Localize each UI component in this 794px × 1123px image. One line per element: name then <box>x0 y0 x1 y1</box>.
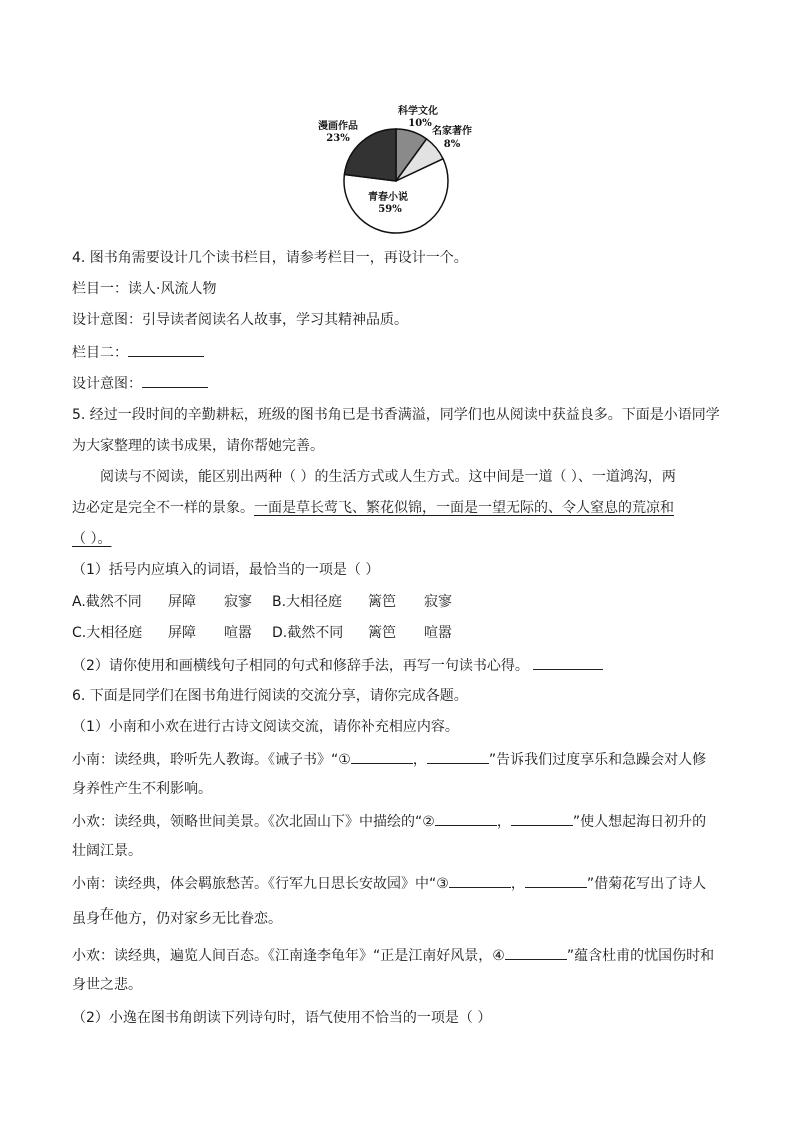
q4-intent-2-blank[interactable] <box>142 372 208 388</box>
option-b-word-3: 寂寥 <box>424 594 452 610</box>
q6-line-1 <box>72 748 732 770</box>
q6-line-4 <box>72 944 732 966</box>
q4-intent-2-label: 设计意图： <box>72 376 142 392</box>
q6-line-1-cont: 身养性产生不利影响。 <box>72 781 212 797</box>
blank-4[interactable] <box>505 944 567 960</box>
q5-passage-plain: 边必定是完全不一样的景象。 <box>72 500 254 516</box>
q4-column-2-row <box>72 341 732 363</box>
q6-line-3-cont-raised: 在 <box>100 907 114 923</box>
q5-passage-line-2 <box>72 498 732 518</box>
q5-options-row-1 <box>72 592 732 612</box>
q6-line-4-tail: ”蕴含杜甫的忧国伤时和 <box>566 948 715 964</box>
q6-line-4-text: 小欢：读经典，遍览人间百态。《江南逢李龟年》“正是江南好风景，④ <box>72 948 505 964</box>
q5-stem-line-2: 为大家整理的读书成果，请你帮她完善。 <box>72 438 324 454</box>
blank-1a[interactable] <box>351 748 413 764</box>
q4-stem: 4. 图书角需要设计几个读书栏目，请参考栏目一，再设计一个。 <box>72 250 468 266</box>
q4-column-2-label: 栏目二： <box>72 345 128 361</box>
q5-passage-line-3: （ ）。 <box>72 531 112 547</box>
q6-line-3-text: 小南：读经典，体会羁旅愁苦。《行军九日思长安故园》中“③ <box>72 876 449 892</box>
q5-options-row-2 <box>72 623 732 643</box>
pie-percent-1: 10% <box>408 118 432 129</box>
option-b-word-2: 篱笆 <box>368 594 396 610</box>
q4-intent-1: 设计意图：引导读者阅读名人故事，学习其精神品质。 <box>72 312 408 328</box>
q4-column-2-blank[interactable] <box>128 341 204 357</box>
pie-percent-4: 23% <box>326 133 350 144</box>
pie-label-4: 漫画作品 <box>318 121 358 132</box>
option-c-word-3: 喧嚣 <box>224 625 252 641</box>
q5-sub-2: （2）请你使用和画横线句子相同的句式和修辞手法，再写一句读书心得。 <box>72 658 529 674</box>
blank-1b[interactable] <box>427 748 489 764</box>
q6-line-3-cont <box>72 909 732 929</box>
q6-line-2-cont: 壮阔江景。 <box>72 843 142 859</box>
q6-line-3 <box>72 872 732 894</box>
q5-sub-2-row <box>72 654 732 676</box>
q6-line-3-tail: ”借菊花写出了诗人 <box>586 876 707 892</box>
pie-percent-2: 8% <box>443 139 461 150</box>
pie-svg <box>300 100 500 235</box>
q6-line-2 <box>72 810 732 832</box>
q6-line-2-comma: ， <box>496 814 511 830</box>
option-d-word-3: 喧嚣 <box>424 625 452 641</box>
q6-line-3-comma: ， <box>510 876 525 892</box>
pie-label-1: 科学文化 <box>398 106 438 117</box>
q5-sub-2-blank[interactable] <box>533 654 603 670</box>
option-b-word-1[interactable]: B.大相径庭 <box>272 594 343 610</box>
pie-percent-3: 59% <box>378 204 402 215</box>
q5-passage-line-1: 阅读与不阅读，能区别出两种（ ）的生活方式或人生方式。这中间是一道（ ）、一道鸿沟，两 <box>100 469 676 485</box>
pie-label-3: 青春小说 <box>368 192 408 203</box>
q6-sub-1: （1）小南和小欢在进行古诗文阅读交流，请你补充相应内容。 <box>72 719 459 735</box>
q6-sub-2: （2）小逸在图书角朗读下列诗句时，语气使用不恰当的一项是（ ） <box>72 1010 492 1026</box>
option-a-word-1[interactable]: A.截然不同 <box>72 594 142 610</box>
q6-stem: 6. 下面是同学们在图书角进行阅读的交流分享，请你完成各题。 <box>72 688 468 704</box>
blank-2b[interactable] <box>511 810 573 826</box>
pie-label-2: 名家著作 <box>432 126 472 137</box>
reading-pie-chart <box>300 100 500 235</box>
q5-underlined-sentence: 一面是草长莺飞、繁花似锦，一面是一望无际的、令人窒息的荒凉和 <box>254 500 674 516</box>
q6-line-3-cont-a: 虽身 <box>72 911 100 927</box>
option-d-word-1[interactable]: D.截然不同 <box>272 625 344 641</box>
q6-line-3-cont-b: 他方，仍对家乡无比眷恋。 <box>114 911 282 927</box>
blank-2a[interactable] <box>435 810 497 826</box>
option-c-word-1[interactable]: C.大相径庭 <box>72 625 143 641</box>
q4-intent-2-row <box>72 372 732 394</box>
blank-3a[interactable] <box>449 872 511 888</box>
option-d-word-2: 篱笆 <box>368 625 396 641</box>
q6-line-2-text: 小欢：读经典，领略世间美景。《次北固山下》中描绘的“② <box>72 814 435 830</box>
q6-line-4-cont: 身世之悲。 <box>72 977 142 993</box>
option-c-word-2: 屏障 <box>168 625 196 641</box>
q4-column-1: 栏目一：读人·风流人物 <box>72 281 217 297</box>
q6-line-1-text: 小南：读经典，聆听先人教诲。《诫子书》“① <box>72 752 351 768</box>
q6-line-2-tail: ”使人想起海日初升的 <box>572 814 707 830</box>
blank-3b[interactable] <box>525 872 587 888</box>
q6-line-1-comma: ， <box>412 752 427 768</box>
q5-sub-1: （1）括号内应填入的词语，最恰当的一项是（ ） <box>72 562 380 578</box>
pie-slice-4 <box>344 129 396 181</box>
q5-stem-line-1: 5. 经过一段时间的辛勤耕耘，班级的图书角已是书香满溢，同学们也从阅读中获益良多。下面是小语同学 <box>72 407 720 423</box>
q6-line-1-tail: ”告诉我们过度享乐和急躁会对人修 <box>488 752 707 768</box>
option-a-word-2: 屏障 <box>168 594 196 610</box>
option-a-word-3: 寂寥 <box>224 594 252 610</box>
